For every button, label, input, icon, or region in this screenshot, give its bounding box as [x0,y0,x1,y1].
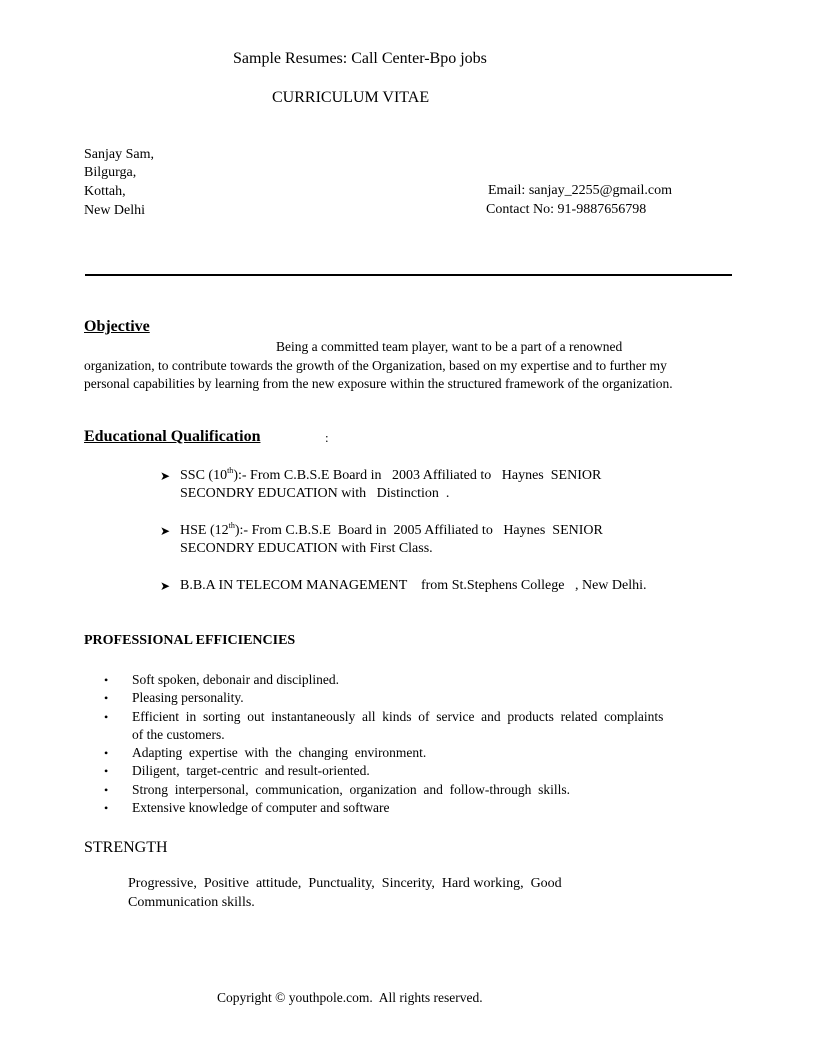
strength-text [128,874,562,912]
strength-line: Communication skills. [128,895,255,910]
arrow-bullet-icon: ➤ [160,524,171,538]
education-prefix: SSC (10 [180,468,228,483]
email-text: Email: sanjay_2255@gmail.com [488,183,672,198]
strength-line: Progressive, Positive attitude, Punctuality, Sincerity, Hard working, Good [128,876,562,891]
objective-line: organization, to contribute towards the growth of the Organization, based on my expertise and to further my [84,357,667,373]
education-detail: ):- From C.B.S.E Board in 2003 Affiliated to Haynes SENIOR [233,468,602,483]
address-line: Bilgurga, [84,165,137,180]
document-title: Sample Resumes: Call Center-Bpo jobs [233,50,487,67]
education-heading: Educational Qualification [84,428,261,445]
professional-heading: PROFESSIONAL EFFICIENCIES [84,633,296,648]
bullet-icon: • [104,801,109,816]
copyright-footer: Copyright © youthpole.com. All rights reserved. [217,990,483,1005]
bullet-icon: • [104,691,109,706]
education-prefix: HSE (12 [180,523,229,538]
education-detail: SECONDRY EDUCATION with Distinction . [180,486,450,501]
address-line: Kottah, [84,184,126,199]
address-line: Sanjay Sam, [84,147,154,162]
education-detail: ):- From C.B.S.E Board in 2005 Affiliated to Haynes SENIOR [234,523,603,538]
objective-line: Being a committed team player, want to be a part of a renowned [276,339,623,354]
education-detail: B.B.A IN TELECOM MANAGEMENT from St.Stephens College , New Delhi. [180,578,647,593]
bullet-icon: • [104,764,109,779]
objective-line: personal capabilities by learning from the new exposure within the structured framework of the organization. [84,376,673,391]
bullet-icon: • [104,746,109,761]
cv-heading: CURRICULUM VITAE [272,89,430,106]
bullet-icon: • [104,782,109,797]
bullet-icon: • [104,673,109,687]
strength-heading: STRENGTH [84,839,168,856]
address-line: New Delhi [84,203,146,218]
contact-number: Contact No: 91-9887656798 [486,202,647,217]
superscript: th [227,466,234,475]
arrow-bullet-icon: ➤ [160,469,171,483]
arrow-bullet-icon: ➤ [160,579,171,593]
horizontal-rule [85,274,732,276]
education-colon: : [325,430,329,445]
superscript: th [228,521,235,530]
objective-heading: Objective [84,318,150,335]
bullet-icon: • [104,709,109,724]
objective-text [84,338,734,394]
education-detail: SECONDRY EDUCATION with First Class. [180,541,433,556]
